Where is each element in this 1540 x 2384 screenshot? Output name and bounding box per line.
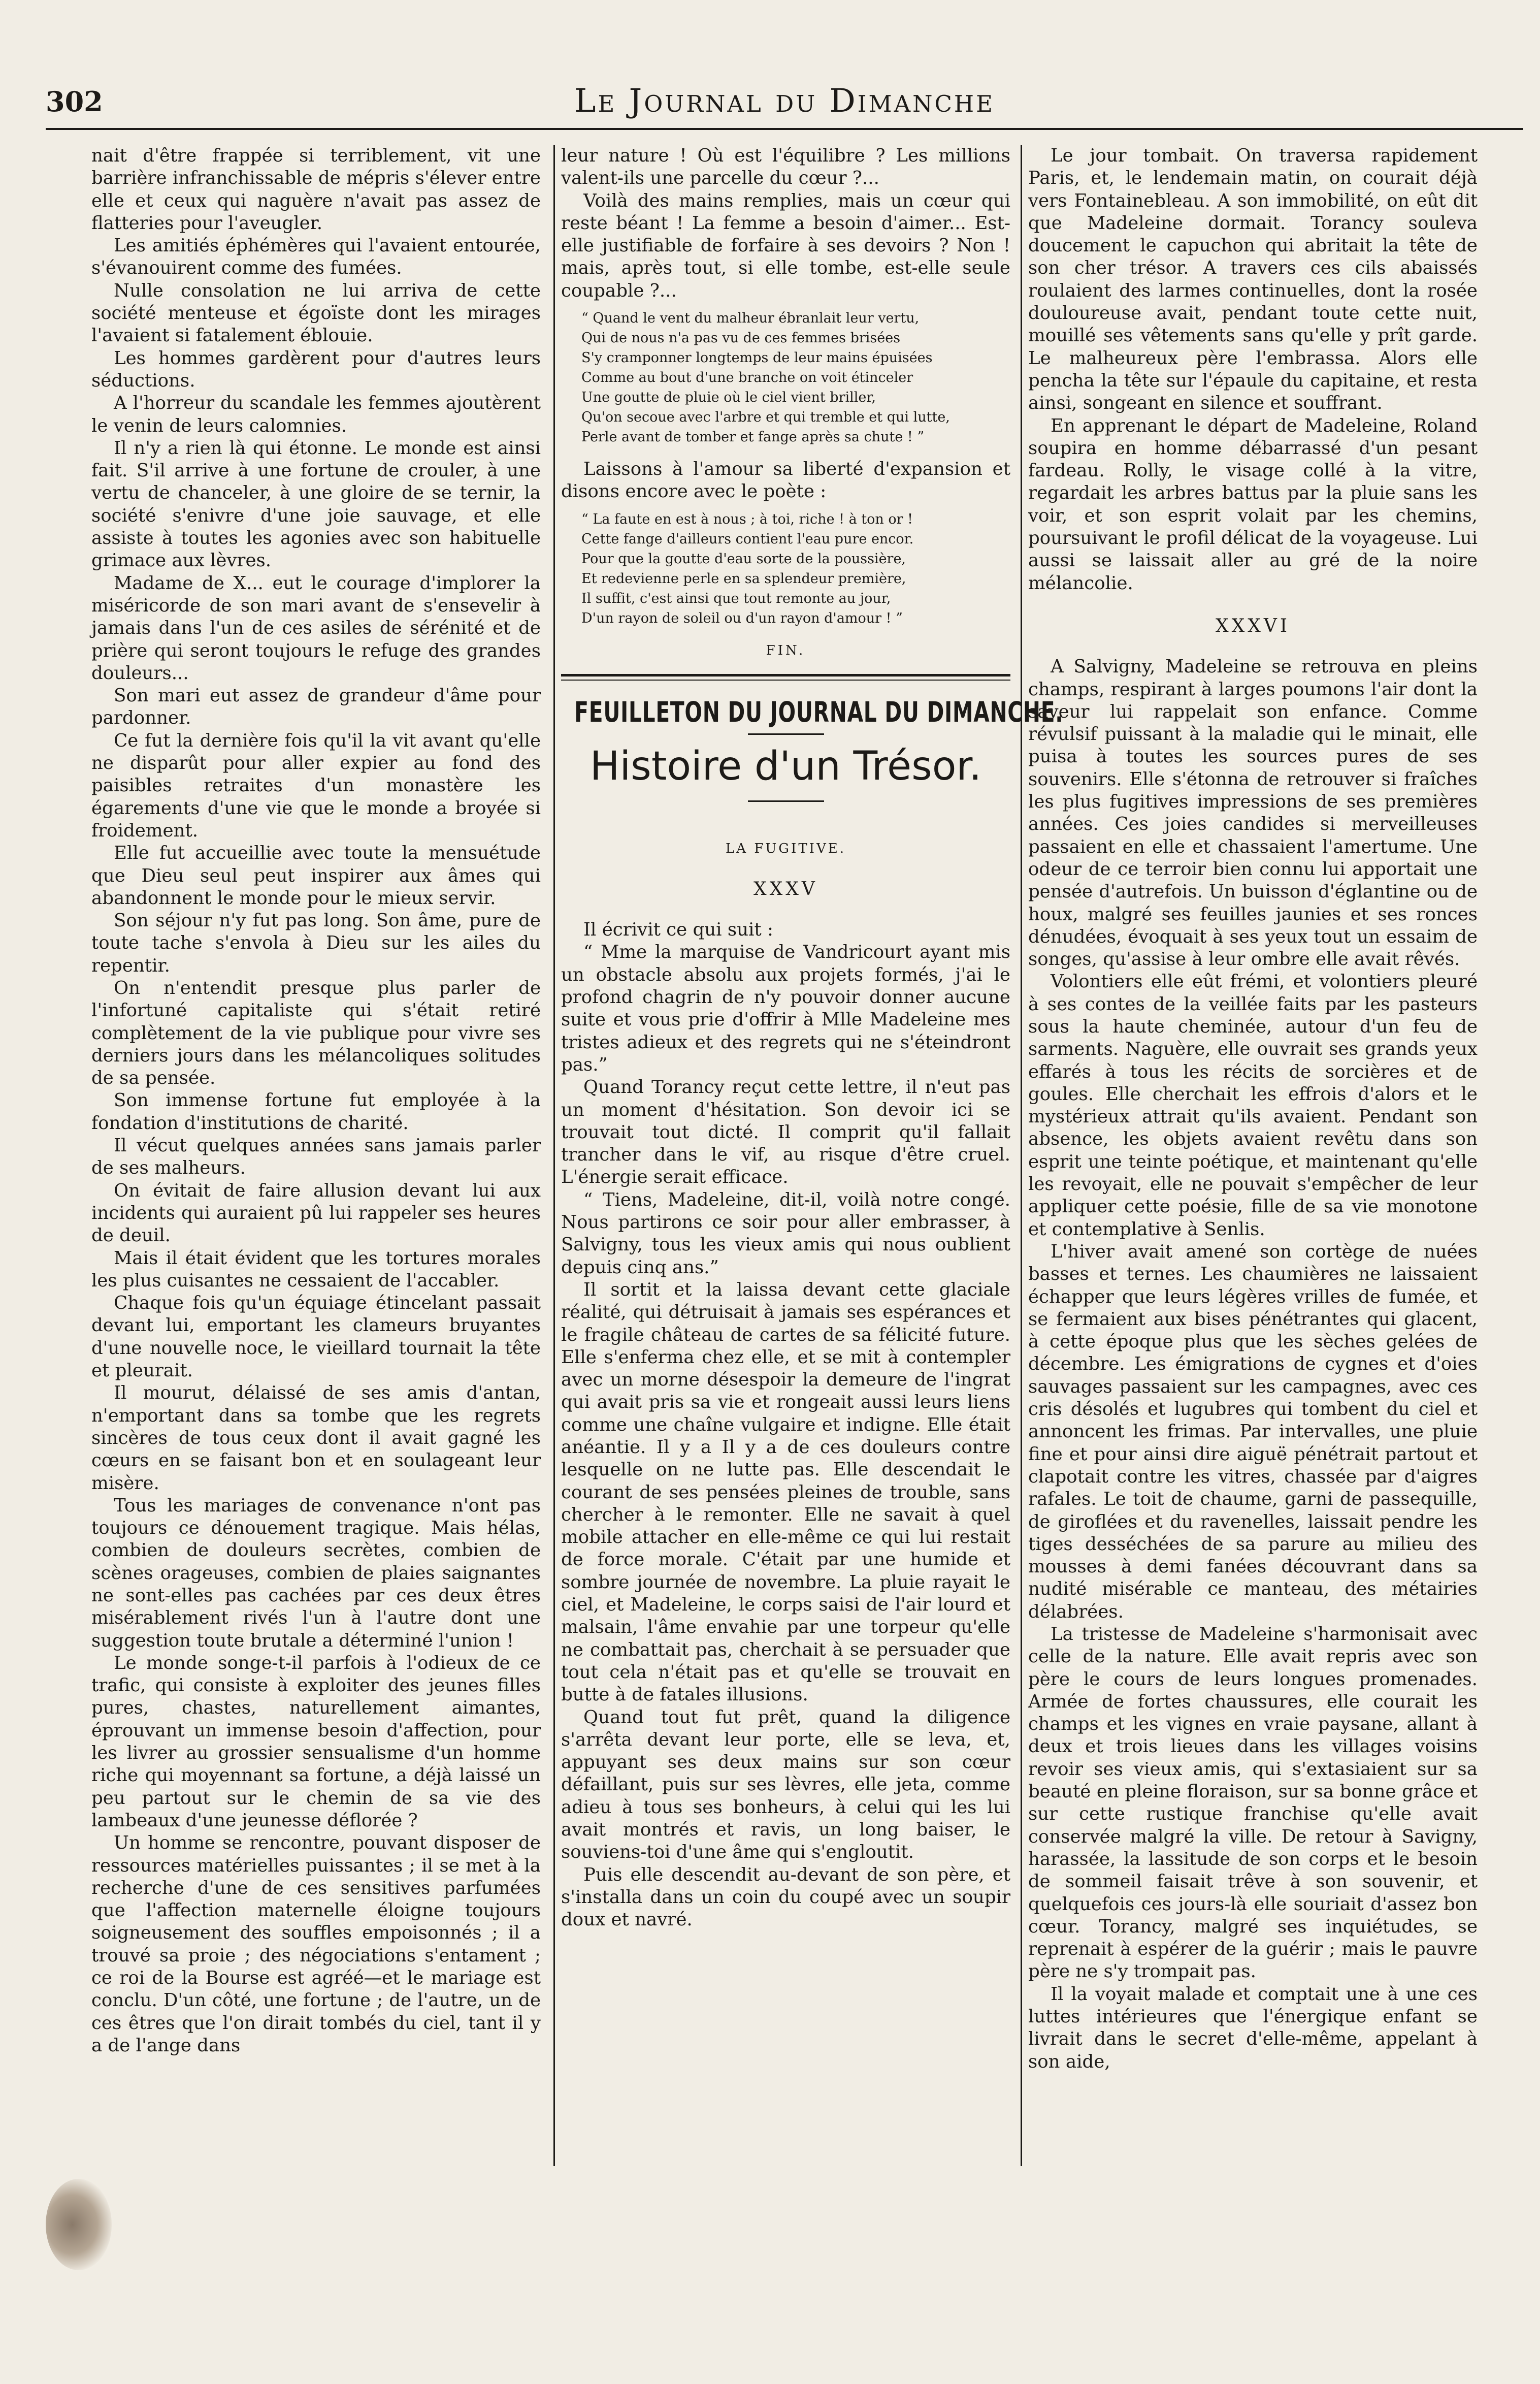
paragraph: Les amitiés éphémères qui l'avaient entourée, s'évanouirent comme des fumées. (91, 235, 541, 279)
paragraph: Quand tout fut prêt, quand la diligence s'arrêta devant leur porte, elle se leva, et, appuyant ses deux mains sur son cœur défaillant, puis sur ses lèvres, elle jeta, comme adieu à tous ses bonheurs, à celui qui les lui avait montrés et ravis, un long baiser, le souviens-toi d'une âme qui s'engloutit. (561, 1706, 1010, 1863)
column-3 (1028, 145, 1478, 2374)
paragraph: Il sortit et la laissa devant cette glaciale réalité, qui détruisait à jamais ses espérances et le fragile château de cartes de sa félicité future. Elle s'enferma chez elle, et se mit à contempler avec un morne désespoir la demeure de l'ingrat qui avait pris sa vie et rongeait aussi leurs liens comme une chaîne vulgaire et indigne. Elle était anéantie. Il y a Il y a de ces douleurs contre lesquelle on ne lutte pas. Elle descendait le courant de ses pensées pleines de trouble, sans chercher à le remonter. Elle ne savait à quel mobile attacher en elle-même ce qui lui restait de force morale. C'était par une humide et sombre journée de novembre. La pluie rayait le ciel, et Madeleine, le corps saisi de l'air lourd et malsain, l'âme envahie par une torpeur qu'elle ne combattait pas, cherchait à se persuader que tout cela n'était pas et qu'elle se trouvait en butte à de fatales illusions. (561, 1279, 1010, 1705)
section-rule (561, 674, 1010, 676)
paragraph: Le jour tombait. On traversa rapidement Paris, et, le lendemain matin, on courait déjà vers Fontainebleau. A son immobilité, on eût dit que Madeleine dormait. Torancy souleva doucement le capuchon qui abritait la tête de son cher trésor. A travers ces cils abaissés roulaient des larmes continuelles, dont la rosée douloureuse avait, pendant toute cette nuit, mouillé ses vêtements sans qu'elle y prît garde. Le malheureux père l'embrassa. Alors elle pencha la tête sur l'épaule du capitaine, et resta ainsi, songeant en silence et souffrant. (1028, 145, 1478, 414)
chapter-title: XXXVI (1215, 615, 1291, 636)
paragraph: Ce fut la dernière fois qu'il la vit avant qu'elle ne disparût pour aller expier au fond des paisibles retraites d'un monastère les égarements d'une vie que le monde a broyée si froidement. (91, 730, 541, 841)
novel-title: Histoire d'un Trésor. (589, 744, 982, 790)
title-rule (748, 800, 824, 802)
verse-line: “ La faute en est à nous ; à toi, riche ! à ton or ! (581, 511, 913, 527)
paragraph: On évitait de faire allusion devant lui aux incidents qui auraient pû lui rappeler ses heures de deuil. (91, 1180, 541, 1246)
paragraph: Les hommes gardèrent pour d'autres leurs séductions. (91, 347, 541, 391)
column-1 (91, 145, 541, 2374)
paragraph: leur nature ! Où est l'équilibre ? Les millions valent-ils une parcelle du cœur ?... (561, 145, 1010, 189)
paragraph: “ Tiens, Madeleine, dit-il, voilà notre congé. Nous partirons ce soir pour aller embrasser, à Salvigny, tous les vieux amis qui nous oublient depuis cinq ans.” (561, 1189, 1010, 1278)
verse-line: Perle avant de tomber et fange après sa chute ! ” (581, 429, 925, 445)
paragraph: On n'entendit presque plus parler de l'infortuné capitaliste qui s'était retiré complètement de la vie publique pour vivre ses derniers jours dans les mélancoliques solitudes de sa pensée. (91, 977, 541, 1089)
verse-quote (581, 308, 1010, 447)
paragraph: Tous les mariages de convenance n'ont pas toujours ce dénouement tragique. Mais hélas, combien de douleurs secrètes, combien de scènes orageuses, combien de plaies saignantes ne sont-elles pas cachées par ces deux êtres misérablement rivés l'un à l'autre dont une suggestion toute brutale a déterminé l'union ! (91, 1495, 541, 1651)
column-divider (1021, 145, 1022, 2166)
paragraph: Le monde songe-t-il parfois à l'odieux de ce trafic, qui consiste à exploiter des jeunes filles pures, chastes, naturellement aimantes, éprouvant un immense besoin d'affection, pour les livrer au grossier sensualisme d'un homme riche qui moyennant sa fortune, a déjà laissé un peu partout sur le chemin de sa vie des lambeaux d'une jeunesse déflorée ? (91, 1652, 541, 1831)
paragraph: Elle fut accueillie avec toute la mensuétude que Dieu seul peut inspirer aux âmes qui abandonnent le monde pour le mieux servir. (91, 843, 541, 909)
paragraph: Chaque fois qu'un équiage étincelant passait devant lui, emportant les clameurs bruyantes d'une nouvelle noce, le vieillard tournait la tête et pleurait. (91, 1293, 541, 1381)
verse-line: Pour que la goutte d'eau sorte de la poussière, (581, 551, 906, 567)
paragraph: Il mourut, délaissé de ses amis d'antan, n'emportant dans sa tombe que les regrets sincères de tous ceux dont il avait gagné les cœurs en se faisant bon et en soulageant leur misère. (91, 1382, 541, 1494)
paragraph: L'hiver avait amené son cortège de nuées basses et ternes. Les chaumières ne laissaient échapper que leurs légères vrilles de fumée, et se fermaient aux bises pénétrantes qui glacent, à cette époque plus que les sèches gelées de décembre. Les émigrations de cygnes et d'oies sauvages passaient sur les campagnes, avec ces cris désolés et lugubres qui tombent du ciel et annoncent les frimas. Par intervalles, une pluie fine et pour ainsi dire aiguë pénétrait partout et clapotait contre les vitres, chassée par d'aigres rafales. Le toit de chaume, garni de passequille, de giroflées et du ravenelles, laissait pendre les tiges desséchées de sa parure au milieu des mousses à demi fanées découvrant dans sa nudité misérable ce manteau, des métairies délabrées. (1028, 1241, 1478, 1622)
paragraph: Madame de X... eut le courage d'implorer la miséricorde de son mari avant de s'ensevelir à jamais dans l'un de ces asiles de sérénité et de prière qui seront toujours le refuge des grandes douleurs... (91, 572, 541, 684)
fin-marker: FIN. (766, 642, 806, 658)
chapter-title: XXXV (753, 878, 818, 899)
paragraph: En apprenant le départ de Madeleine, Roland soupira en homme débarrassé d'un pesant fardeau. Rolly, le visage collé à la vitre, regardait les arbres battus par la pluie sans les voir, et son esprit volait par les chemins, poursuivant le profil délicat de la voyageuse. Lui aussi se laissait aller au gré de la noire mélancolie. (1028, 415, 1478, 594)
paragraph: nait d'être frappée si terriblement, vit une barrière infranchissable de mépris s'élever entre elle et ceux qui naguère n'avait pas assez de flatteries pour l'aveugler. (91, 145, 541, 234)
paragraph: A l'horreur du scandale les femmes ajoutèrent le venin de leurs calomnies. (91, 393, 541, 436)
header-rule (46, 128, 1523, 130)
verse-line: Une goutte de pluie où le ciel vient briller, (581, 390, 876, 406)
paragraph: Son immense fortune fut employée à la fondation d'institutions de charité. (91, 1090, 541, 1134)
column-divider (553, 145, 555, 2166)
running-head: Le Journal du Dimanche (574, 82, 995, 120)
paragraph: Un homme se rencontre, pouvant disposer de ressources matérielles puissantes ; il se met à la recherche d'une de ces sensitives parfumées que l'affection maternelle éloigne toujours soigneusement des souffles empoisonnés ; il a trouvé sa proie ; des négociations s'entament ; ce roi de la Bourse est agréé—et le mariage est conclu. D'un côté, une fortune ; de l'autre, un de ces êtres que l'on dirait tombés du ciel, tant il y a de l'ange dans (91, 1832, 541, 2056)
paragraph: Quand Torancy reçut cette lettre, il n'eut pas un moment d'hésitation. Son devoir ici se trouvait tout dicté. Il comprit qu'il fallait trancher dans le vif, au risque d'être cruel. L'énergie serait efficace. (561, 1077, 1010, 1188)
page-number: 302 (46, 85, 103, 118)
verse-line: Qu'on secoue avec l'arbre et qui tremble et qui lutte, (581, 409, 950, 426)
paragraph: La tristesse de Madeleine s'harmonisait avec celle de la nature. Elle avait repris avec son père le cours de leurs longues promenades. Armée de fortes chaussures, elle courait les champs et les vignes en vraie paysane, allant à deux et trois lieues dans les villages voisins revoir ses vieux amis, qui s'extasiaient sur sa beauté en pleine floraison, sur sa bonne grâce et sur cette rustique franchise qu'elle avait conservée malgré la ville. De retour à Savigny, harassée, la lassitude de son corps et le besoin de sommeil faisait trêve à son souvenir, et quelquefois ces jours-là elle souriait d'assez bon cœur. Torancy, malgré ses inquiétudes, se reprenait à espérer de la guérir ; mais le pauvre père ne s'y trompait pas. (1028, 1624, 1478, 1982)
paragraph: Laissons à l'amour sa liberté d'expansion et disons encore avec le poète : (561, 459, 1010, 502)
verse-line: Il suffit, c'est ainsi que tout remonte au jour, (581, 590, 891, 606)
title-rule (748, 733, 824, 735)
paragraph: Son mari eut assez de grandeur d'âme pour pardonner. (91, 685, 541, 729)
paragraph: Volontiers elle eût frémi, et volontiers pleuré à ses contes de la veillée faits par les pasteurs sous la haute cheminée, autour d'un feu de sarments. Naguère, elle ouvrait ses grands yeux effarés à tous les récits de sorcières et de goules. Elle cherchait les effrois d'alors et le mystérieux attrait qu'ils avaient. Pendant son absence, les objets avaient revêtu dans son esprit une teinte poétique, et maintenant qu'elle les revoyait, elle ne pouvait s'empêcher de leur appliquer cette poésie, fille de sa vie monotone et contemplative à Senlis. (1028, 971, 1478, 1240)
verse-line: Cette fange d'ailleurs contient l'eau pure encor. (581, 531, 914, 547)
verse-line: Qui de nous n'a pas vu de ces femmes brisées (581, 330, 901, 346)
section-rule (561, 680, 1010, 681)
verse-line: “ Quand le vent du malheur ébranlait leur vertu, (581, 310, 920, 327)
paragraph: Puis elle descendit au-devant de son père, et s'installa dans un coin du coupé avec un soupir doux et navré. (561, 1864, 1010, 1930)
paragraph: Il écrivit ce qui suit : (583, 919, 774, 941)
paragraph: Nulle consolation ne lui arriva de cette société menteuse et égoïste dont les mirages l'avaient si fatalement éblouie. (91, 280, 541, 346)
paragraph: Il n'y a rien là qui étonne. Le monde est ainsi fait. S'il arrive à une fortune de crouler, à une vertu de chanceler, à une gloire de se ternir, la société s'enivre d'une joie sauvage, et elle assiste à toutes les agonies avec son habituelle grimace aux lèvres. (91, 437, 541, 571)
verse-quote (581, 509, 1010, 628)
paragraph: Voilà des mains remplies, mais un cœur qui reste béant ! La femme a besoin d'aimer... Est-elle justifiable de forfaire à ses devoirs ? Non ! mais, après tout, si elle tombe, est-elle seule coupable ?... (561, 190, 1010, 301)
verse-line: S'y cramponner longtemps de leur mains épuisées (581, 350, 933, 366)
verse-line: Et redevienne perle en sa splendeur première, (581, 570, 906, 587)
feuilleton-heading: FEUILLETON DU JOURNAL DU DIMANCHE. (574, 695, 1064, 728)
paragraph: “ Mme la marquise de Vandricourt ayant mis un obstacle absolu aux projets formés, j'ai le profond chagrin de n'y pouvoir donner aucune suite et vous prie d'offrir à Mlle Madeleine mes tristes adieux et des regrets qui ne s'éteindront pas.” (561, 942, 1010, 1075)
paragraph: Mais il était évident que les tortures morales les plus cuisantes ne cessaient de l'accabler. (91, 1247, 541, 1291)
page-header (46, 76, 1523, 132)
part-title: LA FUGITIVE. (726, 841, 846, 856)
verse-line: Comme au bout d'une branche on voit étinceler (581, 370, 913, 386)
column-2 (561, 145, 1064, 2374)
paper-stain (46, 2179, 112, 2270)
paragraph: A Salvigny, Madeleine se retrouva en pleins champs, respirant à larges poumons l'air dont la saveur lui rappelait son enfance. Comme révulsif puissant à la maladie qui le minait, elle puisa à toutes les sources pures de ses souvenirs. Elle s'étonna de retrouver si fraîches les plus fugitives impressions de ses premières années. Ces joies candides si merveilleuses passaient en elle et chassaient l'amertume. Une odeur de ce terroir bien connu lui apportait une pensée d'autrefois. Un buisson d'églantine ou de houx, malgré ses feuilles jaunies et ses ronces dénudées, évoquait à ses yeux tout un essaim de songes, qu'assise à leur ombre elle avait rêvés. (1028, 656, 1478, 970)
verse-line: D'un rayon de soleil ou d'un rayon d'amour ! ” (581, 610, 903, 626)
paragraph: Il vécut quelques années sans jamais parler de ses malheurs. (91, 1135, 541, 1179)
paragraph: Son séjour n'y fut pas long. Son âme, pure de toute tache s'envola à Dieu sur les ailes du repentir. (91, 910, 541, 976)
paragraph: Il la voyait malade et comptait une à une ces luttes intérieures que l'énergique enfant se livrait dans le secret d'elle-même, appelant à son aide, (1028, 1983, 1478, 2072)
